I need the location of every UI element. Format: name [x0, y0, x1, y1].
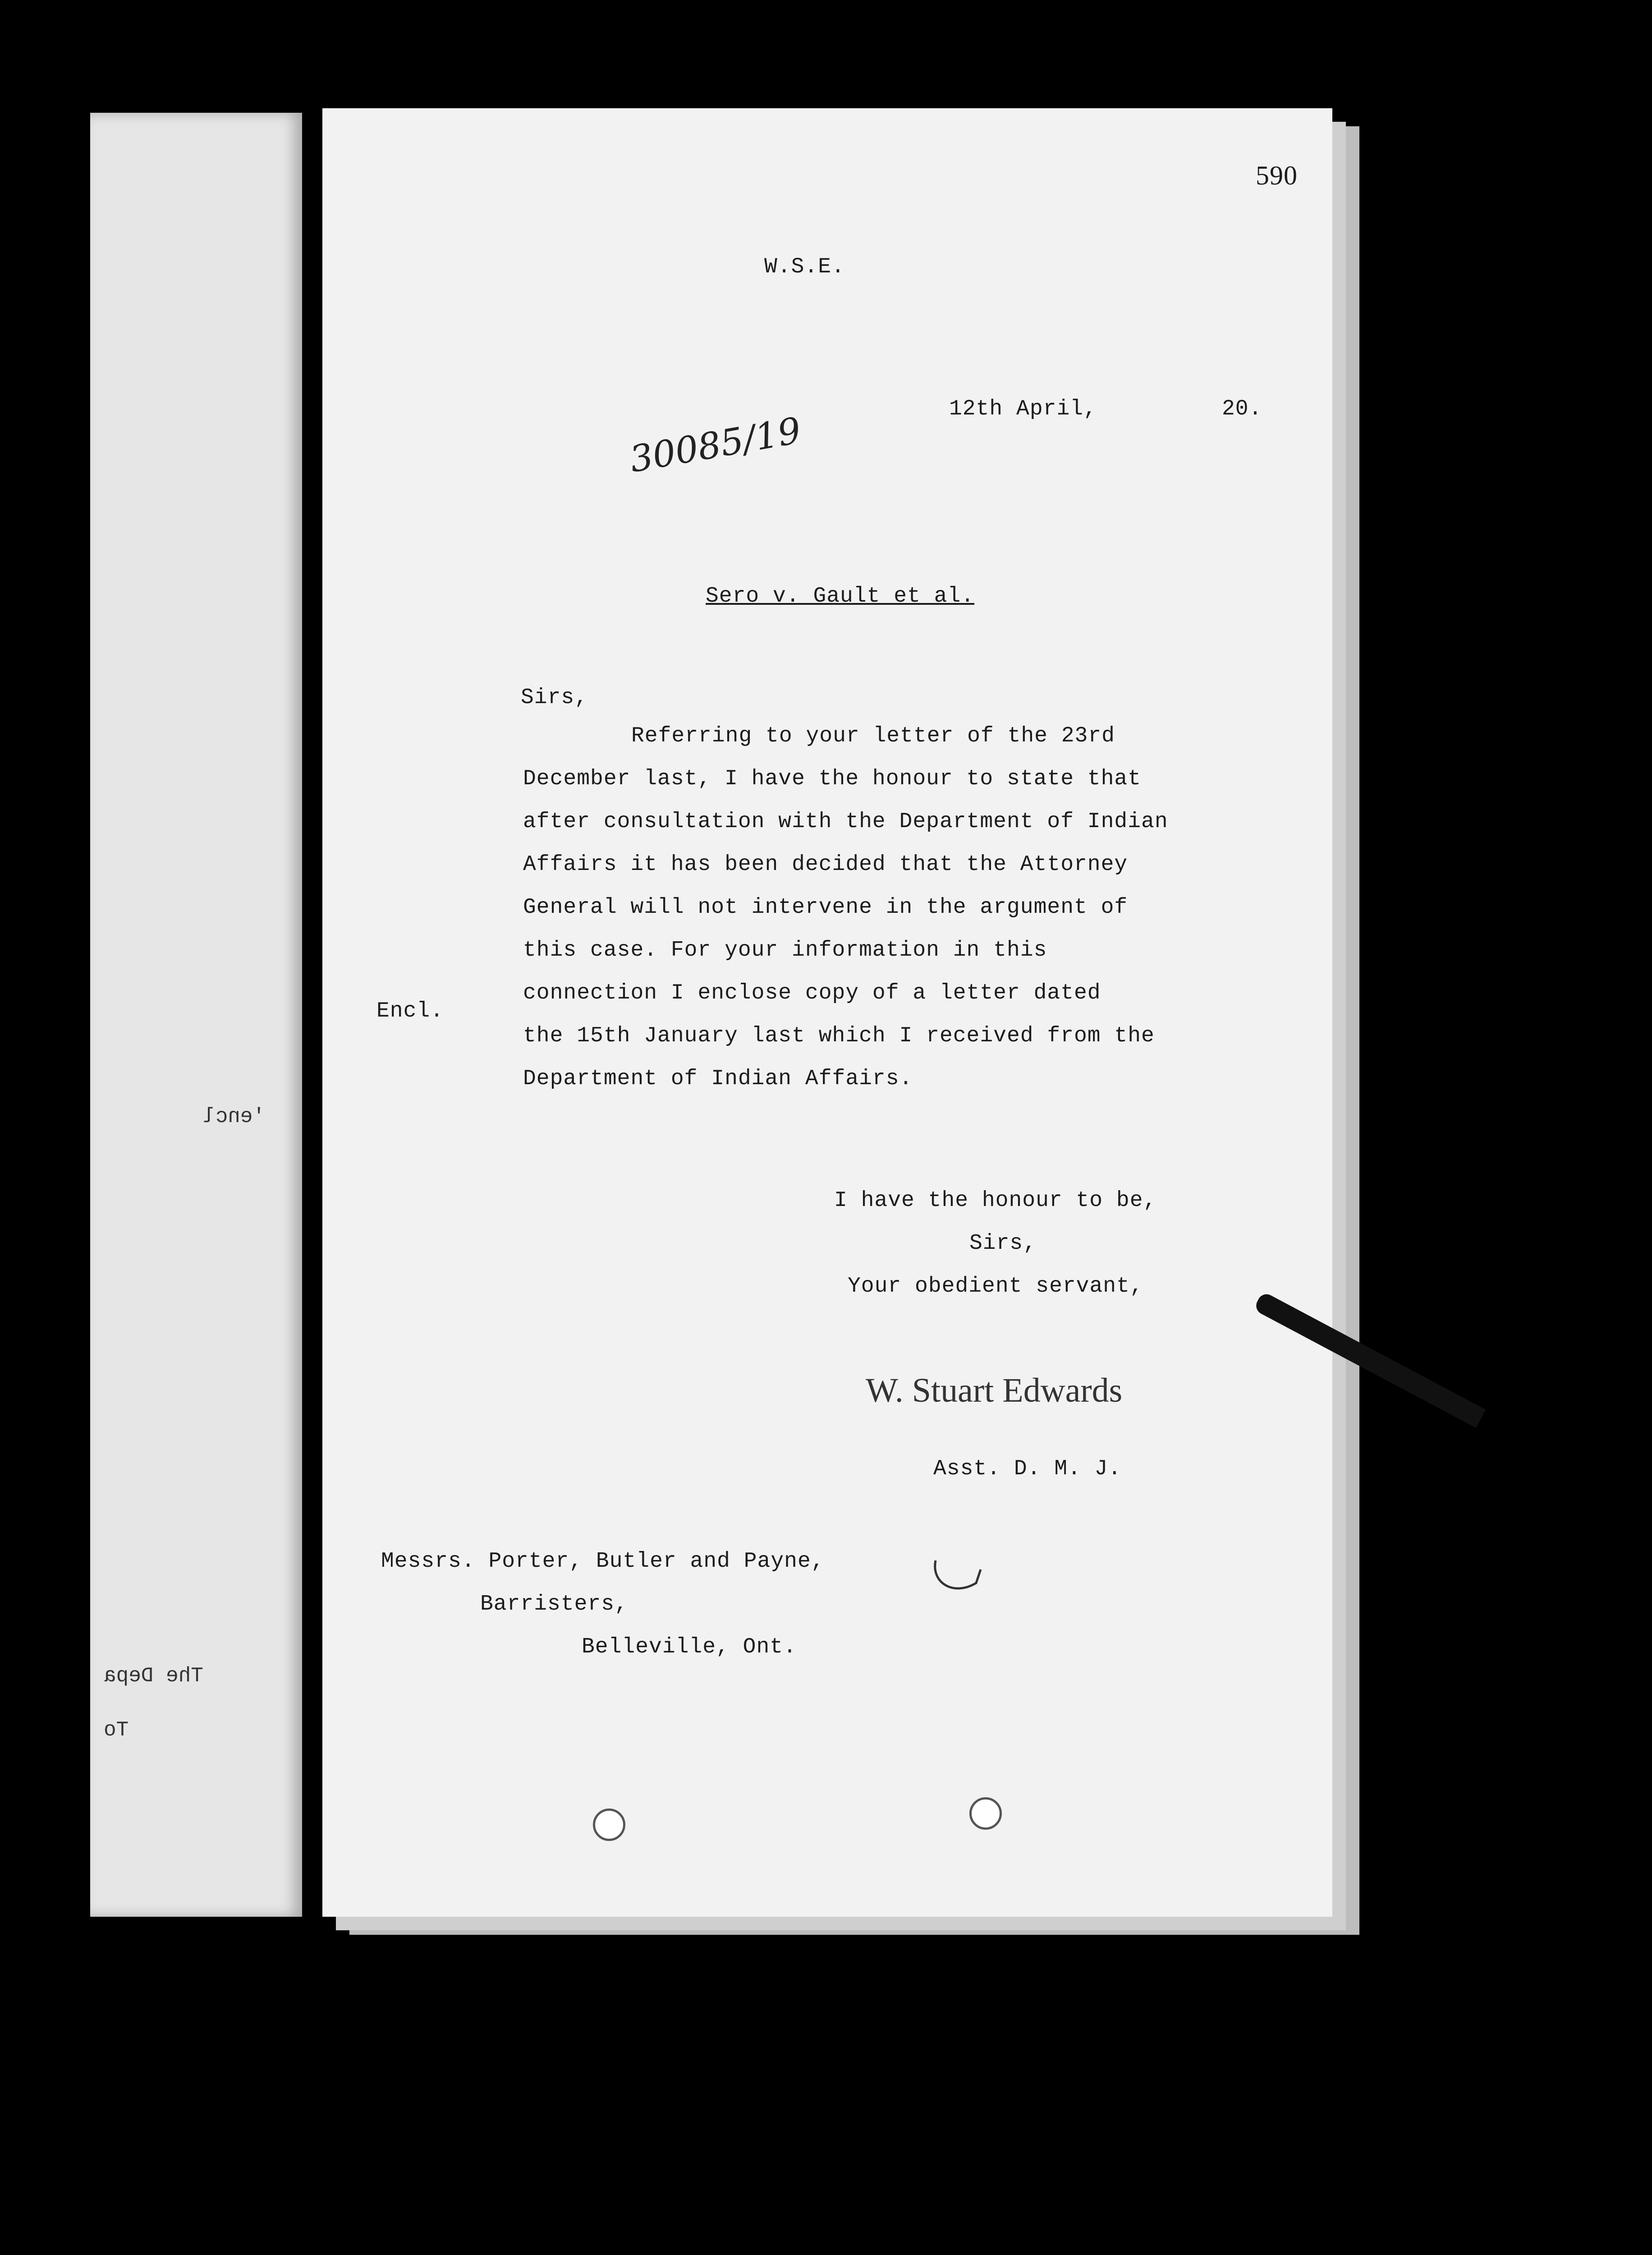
body-line: the 15th January last which I received from the	[523, 1024, 1155, 1048]
back-page	[90, 113, 302, 1917]
salutation: Sirs,	[521, 686, 588, 710]
closing-line: I have the honour to be,	[834, 1188, 1157, 1213]
addressee-line: Barristers,	[480, 1592, 628, 1616]
back-page-fragment: To	[104, 1718, 129, 1742]
closing-line: Sirs,	[969, 1231, 1037, 1256]
enclosure-note: Encl.	[376, 999, 444, 1023]
date-day: 12th April,	[949, 397, 1097, 421]
closing-line: Your obedient servant,	[848, 1274, 1143, 1298]
body-line: Affairs it has been decided that the Attorney	[523, 852, 1128, 877]
punch-hole	[969, 1797, 1002, 1830]
subject-line: Sero v. Gault et al.	[706, 584, 975, 608]
folio-number: 590	[1256, 161, 1298, 190]
addressee-line: Messrs. Porter, Butler and Payne,	[381, 1549, 825, 1574]
punch-hole	[593, 1809, 625, 1841]
letter-page	[322, 108, 1332, 1917]
body-line: after consultation with the Department of Indian	[523, 810, 1168, 834]
body-line: Referring to your letter of the 23rd	[631, 724, 1115, 748]
date-year: 20.	[1222, 397, 1262, 421]
signature-title: Asst. D. M. J.	[933, 1457, 1122, 1481]
addressee-line: Belleville, Ont.	[582, 1635, 797, 1659]
body-line: this case. For your information in this	[523, 938, 1047, 962]
body-line: General will not intervene in the argument of	[523, 895, 1128, 920]
initials: W.S.E.	[764, 255, 845, 279]
file-number: 30085/19	[626, 409, 804, 481]
body-line: connection I enclose copy of a letter dated	[523, 981, 1101, 1005]
body-line: Department of Indian Affairs.	[523, 1067, 913, 1091]
signature: W. Stuart Edwards	[866, 1371, 1123, 1409]
pencil-mark	[927, 1551, 990, 1601]
back-page-fragment: The Depa	[104, 1664, 203, 1688]
body-line: December last, I have the honour to state that	[523, 767, 1142, 791]
back-page-fragment: 'encl	[203, 1105, 266, 1128]
